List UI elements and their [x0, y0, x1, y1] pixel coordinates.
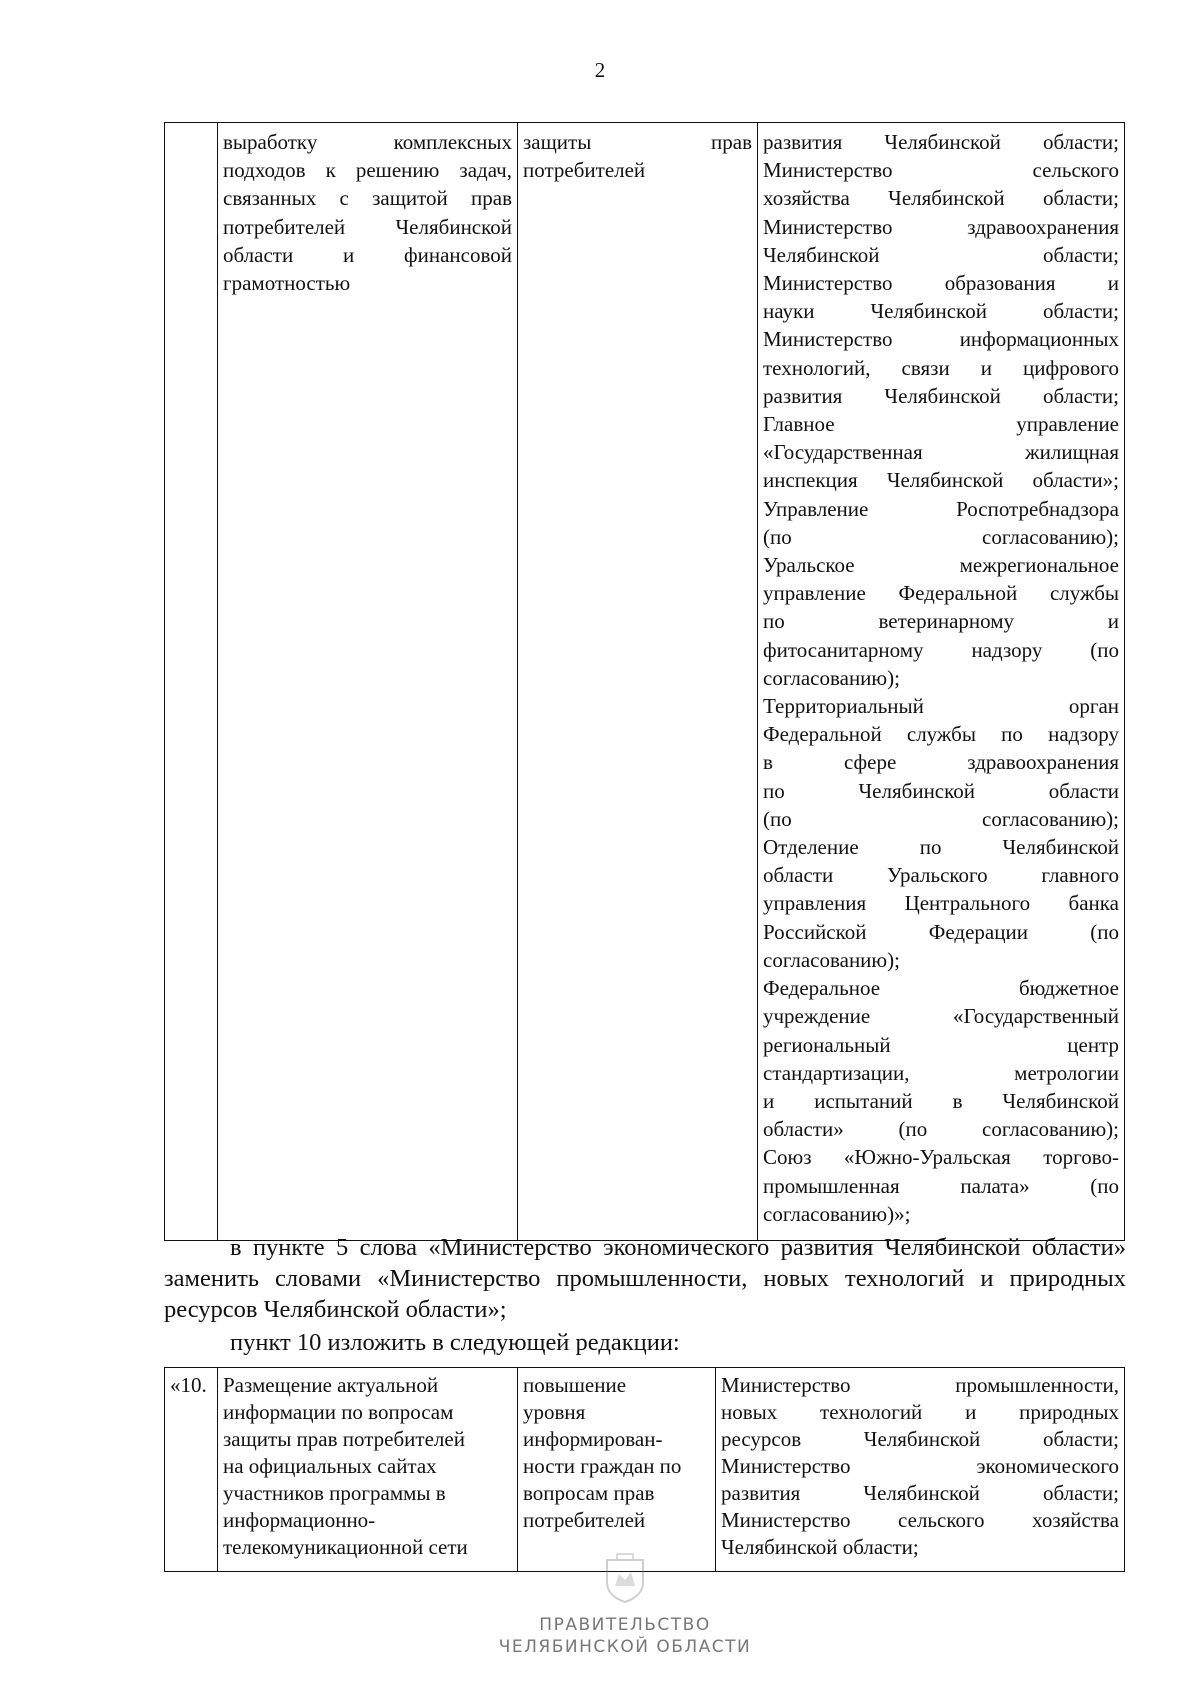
text-line: по Челябинской области — [763, 778, 1119, 803]
text-line: области и финансовой — [223, 242, 512, 267]
text-line: новых технологий и природных — [721, 1400, 1119, 1424]
text-line: (по согласованию); — [763, 806, 1119, 831]
text-line: развития Челябинской области; — [763, 383, 1119, 408]
text-line: ресурсов Челябинской области; — [721, 1427, 1119, 1451]
text-line: выработку комплексных — [223, 130, 512, 154]
text-line: Федеральной службы по надзору — [763, 722, 1119, 747]
text-line: участников программы в — [223, 1481, 446, 1505]
text-line: в сфере здравоохранения — [763, 750, 1119, 775]
text-line: хозяйства Челябинской области; — [763, 186, 1119, 211]
table-cell-number — [165, 123, 218, 1241]
measures-table-item-10 — [164, 1367, 1125, 1572]
text-line: Уральское межрегиональное — [763, 553, 1119, 578]
text-line: Главное управление — [763, 412, 1119, 437]
text-line: Министерство образования и — [763, 271, 1119, 296]
text-line: Территориальный орган — [763, 694, 1119, 719]
table-cell-goal — [518, 123, 758, 1241]
text-line: Челябинской области; — [721, 1535, 919, 1559]
text-line: Министерство экономического — [721, 1454, 1119, 1478]
text-line: области Уральского главного — [763, 863, 1119, 888]
text-line: защиты прав потребителей — [223, 1427, 465, 1451]
text-line: Министерство сельского хозяйства — [721, 1508, 1119, 1532]
text-line: телекомуникационной сети — [223, 1535, 468, 1559]
text-line: подходов к решению задач, — [223, 158, 512, 183]
text-line: управления Центрального банка — [763, 891, 1119, 916]
text-line: согласованию); — [763, 665, 900, 690]
text-line: грамотностью — [223, 271, 351, 296]
text-line: области» (по согласованию); — [763, 1117, 1119, 1142]
table-cell-executors — [758, 123, 1125, 1241]
text-line: потребителей — [523, 158, 646, 183]
text-line: Федеральное бюджетное — [763, 976, 1119, 1001]
measures-table-continued — [164, 122, 1125, 1241]
text-line: потребителей — [523, 1508, 646, 1532]
text-line: повышение — [523, 1373, 627, 1397]
text-line: Министерство сельского — [763, 158, 1119, 183]
text-line: информирован- — [523, 1427, 663, 1451]
text-line: связанных с защитой прав — [223, 186, 512, 211]
text-line: развития Челябинской области; — [763, 130, 1119, 154]
table-cell-measure — [218, 123, 518, 1241]
table-cell-executors — [716, 1368, 1125, 1572]
government-seal — [490, 1550, 760, 1658]
text-line: Министерство промышленности, — [721, 1373, 1119, 1397]
table-cell-number: «10. — [165, 1368, 218, 1572]
page-number: 2 — [594, 58, 606, 82]
text-line: развития Челябинской области; — [721, 1481, 1119, 1505]
table-cell-goal — [518, 1368, 716, 1572]
text-line: согласованию); — [763, 947, 900, 972]
table-row — [165, 1368, 1125, 1572]
text-line: Российской Федерации (по — [763, 919, 1119, 944]
amendment-paragraph-5: в пункте 5 слова «Министерство экономического развития Челябинской области» заменить словами «Министерство промышленности, новых технологий и природных ресурсов Челябинской области»; — [164, 1234, 1126, 1323]
text-line: информационно- — [223, 1508, 376, 1532]
text-line: и испытаний в Челябинской — [763, 1088, 1119, 1113]
amendment-paragraph-10: пункт 10 изложить в следующей редакции: — [230, 1329, 680, 1356]
text-line: инспекция Челябинской области»; — [763, 468, 1119, 493]
text-line: фитосанитарному надзору (по — [763, 637, 1119, 662]
text-line: ности граждан по — [523, 1454, 682, 1478]
text-line: Размещение актуальной — [223, 1373, 439, 1397]
table-cell-measure — [218, 1368, 518, 1572]
text-line: науки Челябинской области; — [763, 299, 1119, 324]
text-line: по ветеринарному и — [763, 609, 1119, 634]
text-line: региональный центр — [763, 1032, 1119, 1057]
text-line: Управление Роспотребнадзора — [763, 496, 1119, 521]
text-line: управление Федеральной службы — [763, 581, 1119, 606]
seal-text-line-1: ПРАВИТЕЛЬСТВО — [539, 1615, 711, 1635]
table-row — [165, 123, 1125, 1241]
coat-of-arms-icon — [597, 1550, 653, 1606]
text-line: учреждение «Государственный — [763, 1004, 1119, 1029]
text-line: согласованию)»; — [763, 1201, 911, 1226]
text-line: технологий, связи и цифрового — [763, 355, 1119, 380]
text-line: защиты прав — [523, 130, 752, 154]
text-line: Отделение по Челябинской — [763, 835, 1119, 860]
text-line: вопросам прав — [523, 1481, 655, 1505]
text-line: Челябинской области; — [763, 242, 1119, 267]
text-line: информации по вопросам — [223, 1400, 454, 1424]
text-line: Союз «Южно-Уральская торгово- — [763, 1145, 1119, 1170]
text-line: уровня — [523, 1400, 586, 1424]
text-line: «Государственная жилищная — [763, 440, 1119, 465]
text-line: промышленная палата» (по — [763, 1173, 1119, 1198]
text-line: Министерство здравоохранения — [763, 214, 1119, 239]
text-line: на официальных сайтах — [223, 1454, 437, 1478]
text-line: (по согласованию); — [763, 524, 1119, 549]
seal-text-line-2: ЧЕЛЯБИНСКОЙ ОБЛАСТИ — [498, 1637, 752, 1657]
text-line: потребителей Челябинской — [223, 214, 512, 239]
text-line: Министерство информационных — [763, 327, 1119, 352]
text-line: стандартизации, метрологии — [763, 1060, 1119, 1085]
